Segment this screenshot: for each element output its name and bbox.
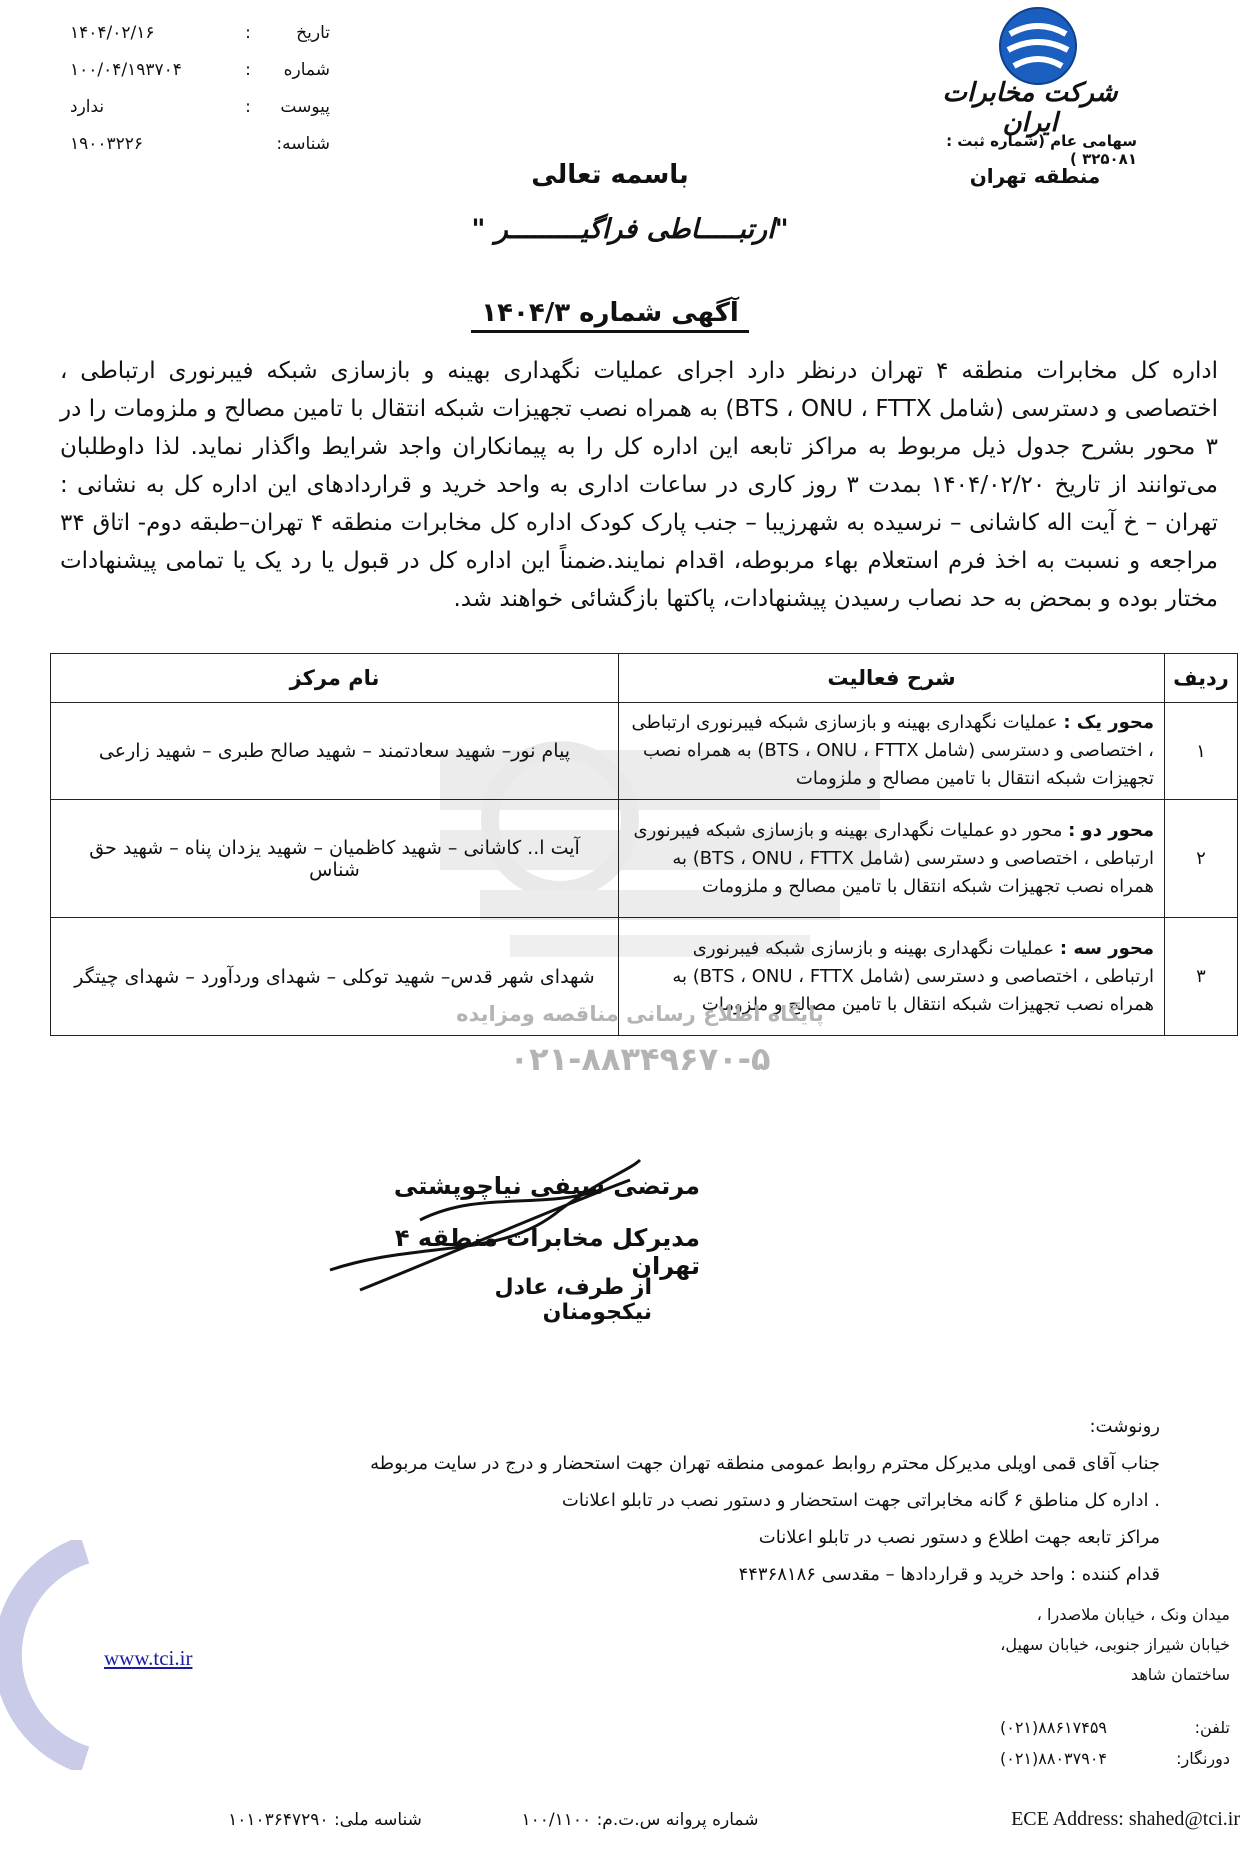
row-center: پیام نور– شهید سعادتمند – شهید صالح طبری – شهید زارعی: [51, 703, 619, 800]
meta-id: [70, 125, 330, 162]
footer-address: [940, 1600, 1230, 1690]
company-registration: سهامی عام (شماره ثبت : ۳۲۵۰۸۱ ): [946, 132, 1137, 168]
row-index: ۳: [1165, 918, 1238, 1036]
header-index: ردیف: [1165, 654, 1238, 703]
row-activity-text: محور دو عملیات نگهداری بهینه و بازسازی شبکه فیبرنوری ارتباطی ، اختصاصی و دسترسی (شامل BTS ، ONU ، FTTX) به همراه نصب تجهیزات شبکه انتقال با تامین مصالح و ملزومات: [633, 819, 1154, 897]
header-center: نام مرکز: [51, 654, 619, 703]
row-center: شهدای شهر قدس– شهید توکلی – شهدای وردآورد – شهدای چیتگر: [51, 918, 619, 1036]
table-row: [51, 800, 1238, 918]
headline-slogan: "ارتبـــــاطی فراگیـــــــــر ": [471, 214, 789, 245]
license-number: شماره پروانه س.ت.م: ۱۰۰/۱۱۰۰: [521, 1810, 759, 1830]
copies-line: . اداره کل مناطق ۶ گانه مخابراتی جهت استحضار و دستور نصب در تابلو اعلانات: [561, 1490, 1160, 1511]
national-id: شناسه ملی: ۱۰۱۰۳۶۴۷۲۹۰: [228, 1810, 422, 1830]
ece-address: ECE Address: shahed@tci.ir: [1011, 1808, 1240, 1830]
notice-title: [460, 298, 760, 328]
address-line: خیابان شیراز جنوبی، خیابان سهیل،: [1000, 1635, 1230, 1654]
company-name: شرکت مخابرات ایران: [942, 78, 1118, 138]
meta-number-label: شماره: [283, 59, 330, 80]
row-axis: محور سه :: [1059, 937, 1154, 959]
meta-id-label: شناسه:: [276, 133, 330, 154]
meta-attachment-label: پیوست: [280, 96, 330, 117]
meta-date-value: ۱۴۰۴/۰۲/۱۶: [70, 22, 155, 43]
phone-label: تلفن:: [1194, 1718, 1230, 1737]
row-activity-text: عملیات نگهداری بهینه و بازسازی شبکه فیبرنوری ارتباطی ، اختصاصی و دسترسی (شامل BTS ، ONU ، FTTX) به همراه نصب تجهیزات شبکه انتقال با تامین مصالح و ملزومات: [631, 712, 1154, 789]
notice-body: اداره کل مخابرات منطقه ۴ تهران درنظر دارد اجرای عملیات نگهداری بهینه و بازسازی شبکه فیبرنوری ارتباطی ، اختصاصی و دسترسی (شامل BTS ، ONU ، FTTX) به همراه نصب تجهیزات شبکه انتقال با تامین مصالح و ملزومات را در ۳ محور بشرح جدول ذیل مربوط به مراکز تابعه این اداره کل را به پیمانکاران واجد شرایط واگذار نماید. لذا داوطلبان می‌توانند از تاریخ ۱۴۰۴/۰۲/۲۰ بمدت ۳ روز کاری در ساعات اداری به واحد خرید و قراردادهای این اداره کل به نشانی : تهران – خ آیت اله کاشانی – نرسیده به شهرزیبا – جنب پارک کودک اداره کل مخابرات منطقه ۴ تهران–طبقه دوم- اتاق ۳۴ مراجعه و نسبت به اخذ فرم استعلام بهاء مربوطه، اقدام نمایند.ضمناً این اداره کل در قبول یا رد یک یا تمامی پیشنهادات مختار بوده و بمحض به حد نصاب رسیدن پیشنهادات، پاکتها بازگشائی خواهند شد.: [60, 358, 1219, 612]
copies-line: قدام کننده : واحد خرید و قراردادها – مقدسی ۴۴۳۶۸۱۸۶: [738, 1564, 1160, 1585]
meta-colon: :: [245, 22, 251, 43]
bismillah: باسمه تعالی: [531, 160, 689, 190]
table-header-row: [51, 654, 1238, 703]
axes-table: [50, 653, 1238, 1036]
meta-date: [70, 14, 330, 51]
signatory-on-behalf: از طرف، عادل نیکجومنان: [494, 1275, 652, 1325]
decorative-arc-icon: [0, 1540, 90, 1770]
meta-id-value: ۱۹۰۰۳۲۲۶: [70, 133, 144, 154]
row-activity: [619, 703, 1165, 800]
notice-title-text: آگهی شماره ۱۴۰۴/۳: [471, 298, 749, 333]
fax-value: (۰۲۱)۸۸۰۳۷۹۰۴: [1000, 1749, 1108, 1768]
watermark-caption: پایگاه اطلاع رسانی مناقصه ومزایده: [456, 1002, 824, 1026]
copies-heading: رونوشت:: [1089, 1416, 1160, 1437]
website-link[interactable]: www.tci.ir: [104, 1646, 193, 1670]
phone-row: [1000, 1712, 1230, 1743]
signatory-name: مرتضی سیفی نیاچوپشتی: [393, 1172, 700, 1200]
document-meta: [70, 14, 330, 162]
row-axis: محور یک :: [1063, 712, 1154, 733]
meta-colon: :: [245, 96, 251, 117]
phone-value: (۰۲۱)۸۸۶۱۷۴۵۹: [1000, 1718, 1108, 1737]
row-center: آیت ا.. کاشانی – شهید کاظمیان – شهید یزدان پناه – شهید حق شناس: [51, 800, 619, 918]
copies-line: جناب آقای قمی اویلی مدیرکل محترم روابط عمومی منطقه تهران جهت استحضار و درج در سایت مربوطه: [370, 1453, 1160, 1474]
footer-contacts: [1000, 1712, 1230, 1774]
header-activity: شرح فعالیت: [619, 654, 1165, 703]
row-activity-text: عملیات نگهداری بهینه و بازسازی شبکه فیبرنوری ارتباطی ، اختصاصی و دسترسی (شامل BTS ، ONU ، FTTX) به همراه نصب تجهیزات شبکه انتقال با تامین مصالح و ملزومات: [672, 937, 1154, 1015]
signatory-title: مدیرکل مخابرات منطقه ۴ تهران: [394, 1224, 700, 1280]
meta-number: [70, 51, 330, 88]
fax-label: دورنگار:: [1176, 1749, 1230, 1768]
meta-colon: :: [245, 59, 251, 80]
address-line: ساختمان شاهد: [1130, 1665, 1230, 1684]
watermark-phone: ۰۲۱-۸۸۳۴۹۶۷۰-۵: [509, 1040, 771, 1078]
meta-number-value: ۱۰۰/۰۴/۱۹۳۷۰۴: [70, 59, 182, 80]
table-row: [51, 703, 1238, 800]
copies-line: مراکز تابعه جهت اطلاع و دستور نصب در تابلو اعلانات: [758, 1527, 1160, 1548]
row-index: ۱: [1165, 703, 1238, 800]
address-line: میدان ونک ، خیابان ملاصدرا ،: [1036, 1605, 1230, 1624]
row-activity: [619, 800, 1165, 918]
copies-section: [320, 1408, 1160, 1593]
meta-date-label: تاریخ: [296, 22, 330, 43]
meta-attachment-value: ندارد: [70, 96, 105, 117]
meta-attachment: [70, 88, 330, 125]
row-axis: محور دو :: [1068, 819, 1154, 841]
fax-row: [1000, 1743, 1230, 1774]
row-index: ۲: [1165, 800, 1238, 918]
company-region: منطقه تهران: [969, 164, 1101, 188]
